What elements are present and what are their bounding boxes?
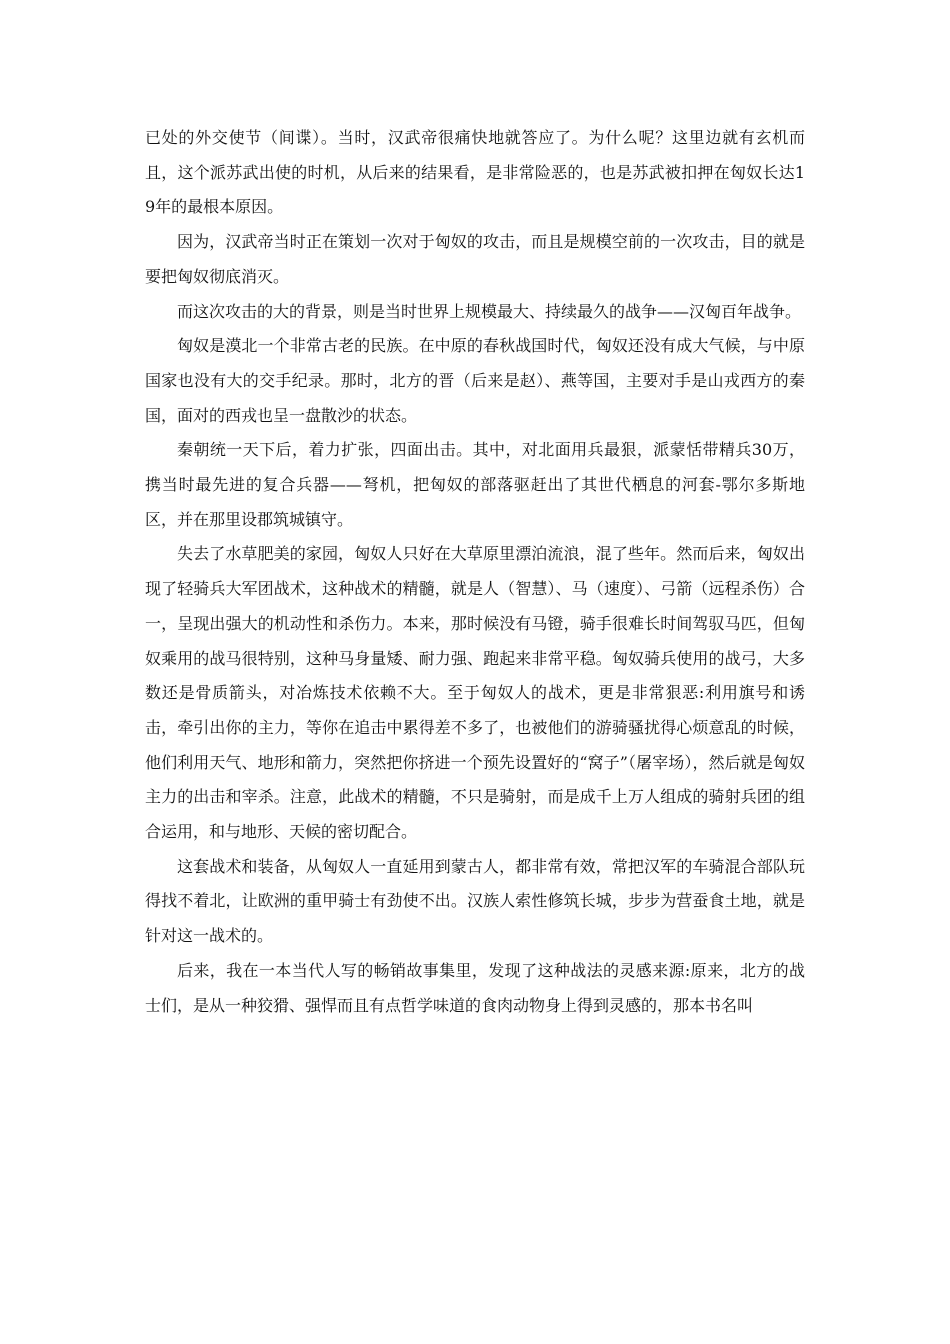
paragraph-7: 这套战术和装备，从匈奴人一直延用到蒙古人，都非常有效，常把汉军的车骑混合部队玩得找不着北，让欧洲的重甲骑士有劲使不出。汉族人索性修筑长城，步步为营蚕食土地，就是针对这一战术的。 xyxy=(145,856,805,946)
paragraph-8: 后来，我在一本当代人写的畅销故事集里，发现了这种战法的灵感来源:原来，北方的战士们，是从一种狡猾、强悍而且有点哲学味道的食肉动物身上得到灵感的，那本书名叫 xyxy=(145,960,805,1015)
paragraph-4: 匈奴是漠北一个非常古老的民族。在中原的春秋战国时代，匈奴还没有成大气候，与中原国家也没有大的交手纪录。那时，北方的晋（后来是赵）、燕等国，主要对手是山戎西方的秦国，面对的西戎也呈一盘散沙的状态。 xyxy=(145,336,805,425)
paragraph-5: 秦朝统一天下后，着力扩张，四面出击。其中，对北面用兵最狠，派蒙恬带精兵30万，携当时最先进的复合兵器——弩机，把匈奴的部落驱赶出了其世代栖息的河套-鄂尔多斯地区，并在那里设郡筑城镇守。 xyxy=(145,440,805,529)
paragraph-3: 而这次攻击的大的背景，则是当时世界上规模最大、持续最久的战争——汉匈百年战争。 xyxy=(177,301,802,321)
document-body xyxy=(145,121,805,1023)
paragraph-6: 失去了水草肥美的家园，匈奴人只好在大草原里漂泊流浪，混了些年。然而后来，匈奴出现了轻骑兵大军团战术，这种战术的精髓，就是人（智慧）、马（速度）、弓箭（远程杀伤）合一，呈现出强大的机动性和杀伤力。本来，那时候没有马镫，骑手很难长时间驾驭马匹，但匈奴乘用的战马很特别，这种马身量矮、耐力强、跑起来非常平稳。匈奴骑兵使用的战弓，大多数还是骨质箭头，对冶炼技术依赖不大。至于匈奴人的战术，更是非常狠恶:利用旗号和诱击，牵引出你的主力，等你在追击中累得差不多了，也被他们的游骑骚扰得心烦意乱的时候，他们利用天气、地形和箭力，突然把你挤进一个预先设置好的“窝子”（屠宰场），然后就是匈奴主力的出击和宰杀。注意，此战术的精髓，不只是骑射，而是成千上万人组成的骑射兵团的组合运用，和与地形、天候的密切配合。 xyxy=(145,544,805,842)
paragraph-2: 因为，汉武帝当时正在策划一次对于匈奴的攻击，而且是规模空前的一次攻击，目的就是要把匈奴彻底消灭。 xyxy=(145,232,805,286)
paragraph-1: 已处的外交使节（间谍）。当时，汉武帝很痛快地就答应了。为什么呢？这里边就有玄机而且，这个派苏武出使的时机，从后来的结果看，是非常险恶的，也是苏武被扣押在匈奴长达19年的最根本原因。 xyxy=(145,128,805,217)
